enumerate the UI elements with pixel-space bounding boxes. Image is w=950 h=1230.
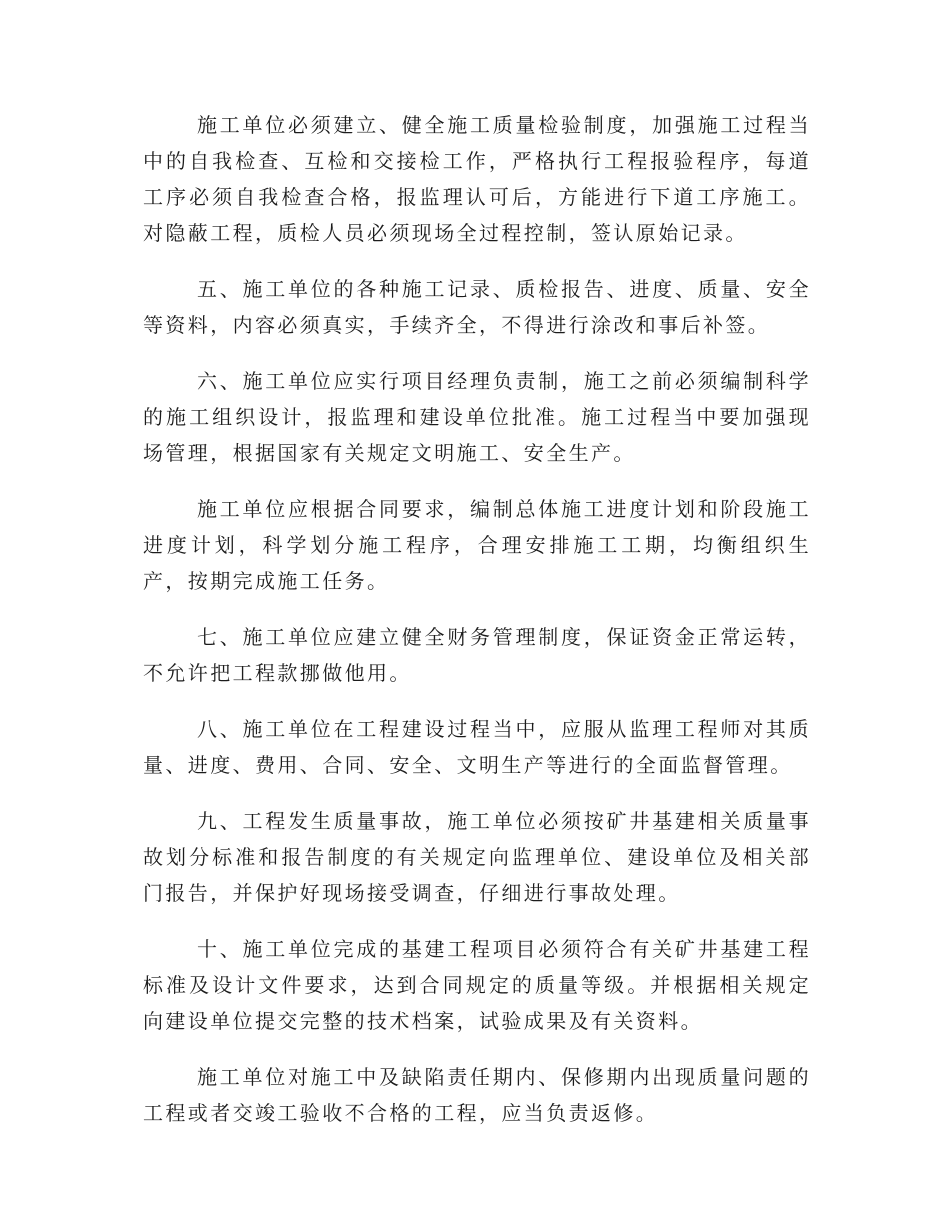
paragraph-item-6-project-manager: 六、施工单位应实行项目经理负责制，施工之前必须编制科学的施工组织设计，报监理和建设单位批准。施工过程当中要加强现场管理，根据国家有关规定文明施工、安全生产。 [143,369,811,465]
paragraph-item-10-standards: 十、施工单位完成的基建工程项目必须符合有关矿井基建工程标准及设计文件要求，达到合同规定的质量等级。并根据相关规定向建设单位提交完整的技术档案，试验成果及有关资料。 [143,937,811,1033]
paragraph-item-5-records: 五、施工单位的各种施工记录、质检报告、进度、质量、安全等资料，内容必须真实，手续齐全，不得进行涂改和事后补签。 [143,277,811,337]
paragraph-schedule-planning: 施工单位应根据合同要求，编制总体施工进度计划和阶段施工进度计划，科学划分施工程序，合理安排施工工期，均衡组织生产，按期完成施工任务。 [143,497,811,593]
paragraph-quality-inspection: 施工单位必须建立、健全施工质量检验制度，加强施工过程当中的自我检查、互检和交接检工作，严格执行工程报验程序，每道工序必须自我检查合格，报监理认可后，方能进行下道工序施工。对隐蔽工程，质检人员必须现场全过程控制，签认原始记录。 [143,113,811,245]
paragraph-item-8-supervision: 八、施工单位在工程建设过程当中，应服从监理工程师对其质量、进度、费用、合同、安全、文明生产等进行的全面监督管理。 [143,717,811,777]
paragraph-item-7-finance: 七、施工单位应建立健全财务管理制度，保证资金正常运转，不允许把工程款挪做他用。 [143,625,811,685]
paragraph-repair-responsibility: 施工单位对施工中及缺陷责任期内、保修期内出现质量问题的工程或者交竣工验收不合格的工程，应当负责返修。 [143,1065,811,1125]
paragraph-item-9-accidents: 九、工程发生质量事故，施工单位必须按矿井基建相关质量事故划分标准和报告制度的有关规定向监理单位、建设单位及相关部门报告，并保护好现场接受调查，仔细进行事故处理。 [143,809,811,905]
document-body [143,107,811,1151]
